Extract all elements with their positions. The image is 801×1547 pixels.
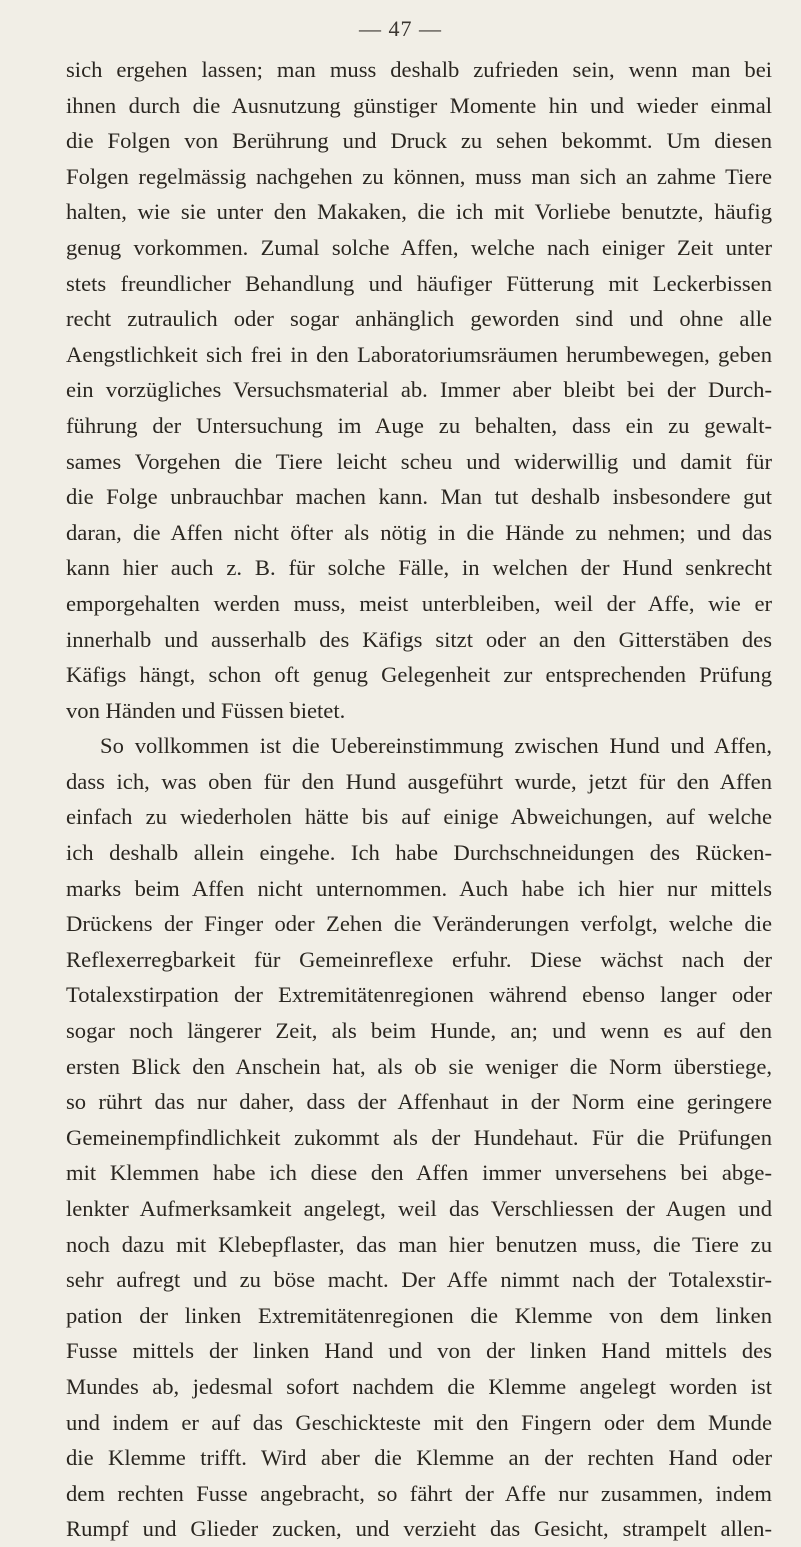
text-line: So vollkommen ist die Uebereinstimmung zwischen Hund und Affen, (100, 733, 772, 759)
text-line: Käfigs hängt, schon oft genug Gelegenheit zur entsprechenden Prüfung (66, 662, 772, 688)
text-line: Mundes ab, jedesmal sofort nachdem die Klemme angelegt worden ist (66, 1373, 772, 1399)
text-line: sames Vorgehen die Tiere leicht scheu und widerwillig und damit für (66, 448, 772, 474)
text-line: Gemeinempfindlichkeit zukommt als der Hundehaut. Für die Prüfungen (66, 1124, 772, 1150)
text-line: Reflexerregbarkeit für Gemeinreflexe erfuhr. Diese wächst nach der (66, 946, 772, 972)
text-line: Rumpf und Glieder zucken, und verzieht das Gesicht, strampelt allen- (66, 1516, 772, 1542)
text-line: Aengstlichkeit sich frei in den Laboratoriumsräumen herumbewegen, geben (66, 341, 772, 367)
text-line: noch dazu mit Klebepflaster, das man hier benutzen muss, die Tiere zu (66, 1231, 772, 1257)
text-line: innerhalb und ausserhalb des Käfigs sitzt oder an den Gitterstäben des (66, 626, 772, 652)
text-line: Fusse mittels der linken Hand und von der linken Hand mittels des (66, 1338, 772, 1364)
text-line: von Händen und Füssen bietet. (66, 697, 346, 723)
text-line: Folgen regelmässig nachgehen zu können, muss man sich an zahme Tiere (66, 163, 772, 189)
text-line: und indem er auf das Geschickteste mit den Fingern oder dem Munde (66, 1409, 772, 1435)
text-line: ihnen durch die Ausnutzung günstiger Momente hin und wieder einmal (66, 92, 772, 118)
text-line: daran, die Affen nicht öfter als nötig in die Hände zu nehmen; und das (66, 519, 772, 545)
text-line: ein vorzügliches Versuchsmaterial ab. Immer aber bleibt bei der Durch- (66, 377, 772, 403)
text-line: marks beim Affen nicht unternommen. Auch habe ich hier nur mittels (66, 875, 772, 901)
body-text (66, 52, 772, 1547)
text-line: so rührt das nur daher, dass der Affenhaut in der Norm eine geringere (66, 1089, 772, 1115)
text-line: die Klemme trifft. Wird aber die Klemme an der rechten Hand oder (66, 1445, 772, 1471)
paragraph-1 (66, 52, 772, 728)
text-line: pation der linken Extremitätenregionen die Klemme von dem linken (66, 1302, 772, 1328)
text-line: mit Klemmen habe ich diese den Affen immer unversehens bei abge- (66, 1160, 772, 1186)
text-line: dem rechten Fusse angebracht, so fährt der Affe nur zusammen, indem (66, 1480, 772, 1506)
text-line: Drückens der Finger oder Zehen die Veränderungen verfolgt, welche die (66, 911, 772, 937)
text-line: die Folge unbrauchbar machen kann. Man tut deshalb insbesondere gut (66, 484, 772, 510)
text-line: sich ergehen lassen; man muss deshalb zufrieden sein, wenn man bei (66, 57, 772, 82)
text-line: ersten Blick den Anschein hat, als ob sie weniger die Norm überstiege, (66, 1053, 772, 1079)
text-line: lenkter Aufmerksamkeit angelegt, weil das Verschliessen der Augen und (66, 1196, 772, 1221)
text-line: führung der Untersuchung im Auge zu behalten, dass ein zu gewalt- (66, 412, 772, 438)
text-line: dass ich, was oben für den Hund ausgeführt wurde, jetzt für den Affen (66, 768, 772, 794)
page-number: — 47 — (359, 16, 442, 41)
text-line: genug vorkommen. Zumal solche Affen, welche nach einiger Zeit unter (66, 234, 772, 260)
text-line: kann hier auch z. B. für solche Fälle, in welchen der Hund senkrecht (66, 555, 772, 581)
text-line: ich deshalb allein eingehe. Ich habe Durchschneidungen des Rücken- (66, 840, 772, 866)
text-line: stets freundlicher Behandlung und häufiger Fütterung mit Leckerbissen (66, 270, 772, 296)
text-line: die Folgen von Berührung und Druck zu sehen bekommt. Um diesen (66, 128, 772, 154)
paragraph-2 (66, 728, 772, 1547)
text-line: einfach zu wiederholen hätte bis auf einige Abweichungen, auf welche (66, 804, 772, 830)
text-line: sogar noch längerer Zeit, als beim Hunde, an; und wenn es auf den (66, 1018, 772, 1044)
text-line: halten, wie sie unter den Makaken, die ich mit Vorliebe benutzte, häufig (66, 199, 772, 225)
text-line: emporgehalten werden muss, meist unterbleiben, weil der Affe, wie er (66, 590, 772, 616)
text-line: Totalexstirpation der Extremitätenregionen während ebenso langer oder (66, 982, 772, 1008)
text-line: sehr aufregt und zu böse macht. Der Affe nimmt nach der Totalexstir- (66, 1267, 772, 1293)
text-line: recht zutraulich oder sogar anhänglich geworden sind und ohne alle (66, 306, 772, 332)
